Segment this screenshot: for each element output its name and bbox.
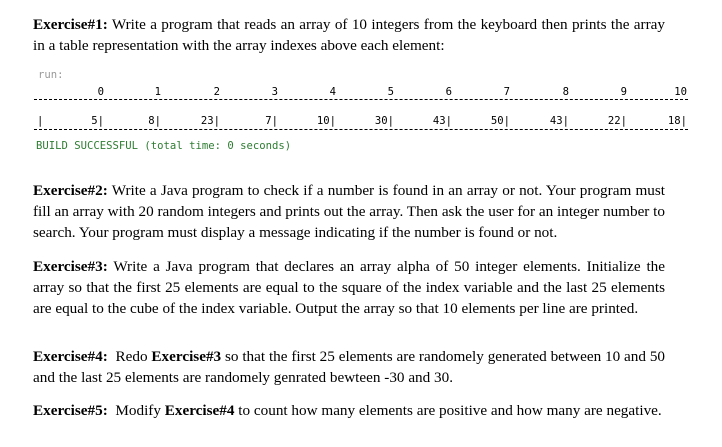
table-divider-bottom <box>34 129 688 130</box>
exercise-4-text-before: Redo <box>107 348 152 365</box>
value-cell: 50| <box>490 115 510 127</box>
exercise-2-text: Write a Java program to check if a number is found in an array or not. Your program must fill an array with 20 random integers and prints out the array. Then ask the user for an integer number to search. Your program must display a message indicating if the number is found or not. <box>33 182 665 241</box>
console-output <box>34 66 688 158</box>
value-cell: 23| <box>200 115 220 127</box>
exercise-1-label: Exercise#1: <box>33 16 108 33</box>
index-cell: 10 <box>674 86 687 98</box>
table-divider-top <box>34 99 688 100</box>
exercise-4-text-after: so that the first 25 elements are randomely generated between 10 and 50 and the last 25 elements are randomely genrated bewteen -30 and 30. <box>33 348 666 386</box>
exercise-5-text-after: to count how many elements are positive and how many are negative. <box>234 402 662 419</box>
build-status: BUILD SUCCESSFUL (total time: 0 seconds) <box>36 140 292 152</box>
index-cell: 8 <box>562 86 569 98</box>
value-cell: 10| <box>316 115 336 127</box>
index-cell: 9 <box>620 86 627 98</box>
index-cell: 0 <box>97 86 104 98</box>
value-cell: 22| <box>607 115 627 127</box>
exercise-3-text: Write a Java program that declares an array alpha of 50 integer elements. Initialize the array so that the first 25 elements are equal to the square of the index variable and the last 25 elements are equal to the cube of the index variable. Output the array so that 10 elements per line are printed. <box>33 258 665 317</box>
exercise-5-text-before: Modify <box>107 402 165 419</box>
exercise-3 <box>33 256 665 319</box>
exercise-5-reference: Exercise#4 <box>164 402 235 419</box>
exercise-1 <box>33 14 665 56</box>
exercise-5-label: Exercise#5: <box>33 402 108 419</box>
index-cell: 5 <box>387 86 394 98</box>
index-cell: 6 <box>445 86 452 98</box>
exercise-2 <box>33 180 665 243</box>
exercise-1-text: Write a program that reads an array of 10 integers from the keyboard then prints the array in a table representation with the array indexes above each element: <box>33 16 665 54</box>
index-cell: 4 <box>329 86 336 98</box>
run-label: run: <box>38 69 64 81</box>
value-cell: 43| <box>432 115 452 127</box>
exercise-2-label: Exercise#2: <box>33 182 108 199</box>
value-cell: 43| <box>549 115 569 127</box>
exercise-3-label: Exercise#3: <box>33 258 108 275</box>
value-cell: 7| <box>265 115 278 127</box>
exercise-5 <box>33 400 665 421</box>
index-cell: 7 <box>503 86 510 98</box>
index-cell: 1 <box>154 86 161 98</box>
exercise-4 <box>33 346 665 388</box>
exercise-4-label: Exercise#4: <box>33 348 108 365</box>
value-cell: 18| <box>667 115 687 127</box>
index-cell: 2 <box>213 86 220 98</box>
value-cell: 5| <box>91 115 104 127</box>
value-cell: 30| <box>374 115 394 127</box>
row-start-bar: | <box>37 115 44 127</box>
value-cell: 8| <box>148 115 161 127</box>
exercise-4-reference: Exercise#3 <box>151 348 222 365</box>
index-cell: 3 <box>271 86 278 98</box>
